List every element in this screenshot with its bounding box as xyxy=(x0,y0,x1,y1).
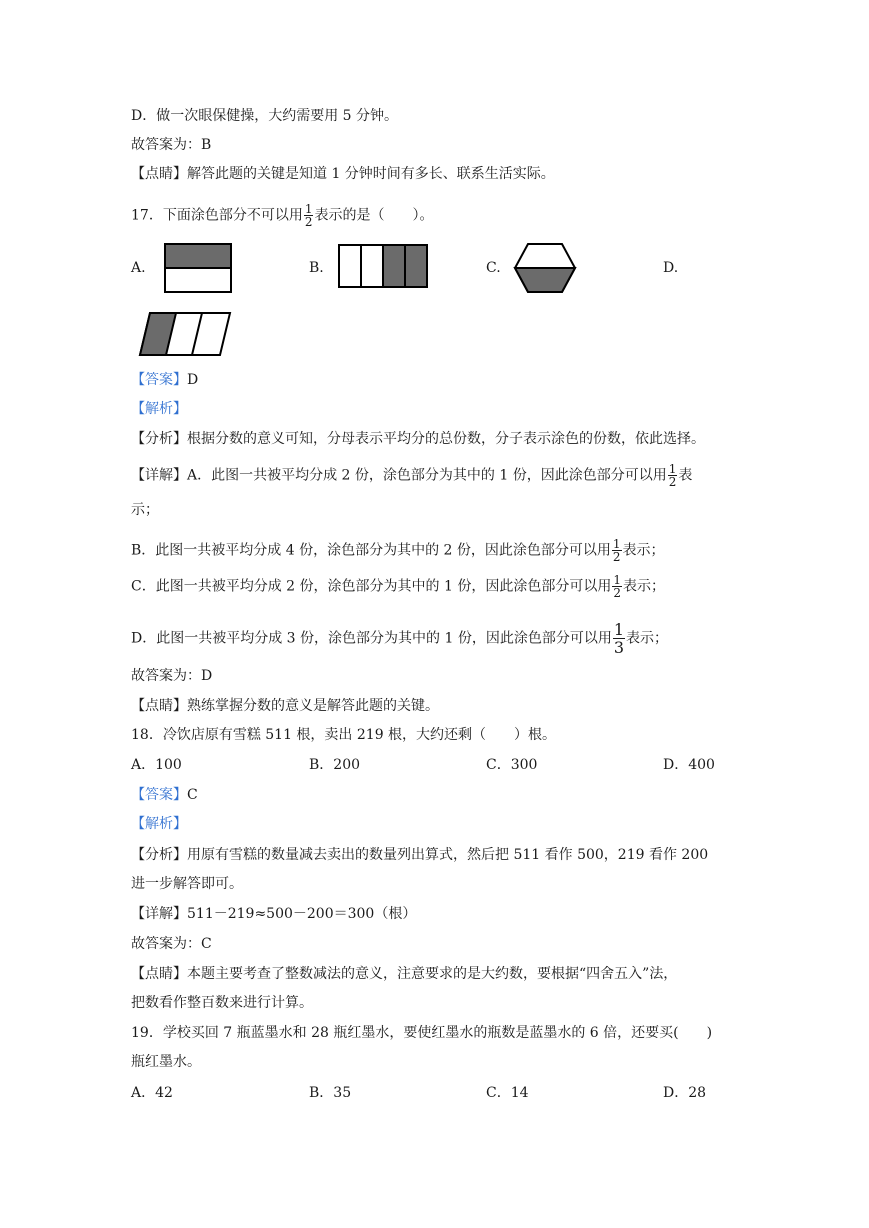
q18-detail: 【详解】511－219≈500－200＝300（根） xyxy=(131,906,417,922)
prev-point-line xyxy=(131,165,555,183)
q18-option-c: C．300 xyxy=(486,757,538,773)
q17-option-c-label: C. xyxy=(486,260,501,276)
answer-label: 【答案】 xyxy=(131,787,187,803)
fraction-one-half: $\frac{1}{2}$ xyxy=(304,202,313,229)
fraction-one-half: $\frac{1}{2}$ xyxy=(668,462,677,489)
q17-option-b-label: B. xyxy=(309,260,324,276)
q17-analysis-label: 【解析】 xyxy=(131,401,187,417)
point-text: 解答此题的关键是知道 1 分钟时间有多长、联系生活实际。 xyxy=(187,166,555,182)
q17-final-answer: 故答案为：D xyxy=(131,668,213,684)
q18-option-a: A．100 xyxy=(131,757,182,773)
q18-analysis-label: 【解析】 xyxy=(131,816,187,832)
q17-stem: 17．下面涂色部分不可以用 $\frac{1}{2}$ 表示的是（ ）。 xyxy=(131,202,434,229)
q18-stem: 18．冷饮店原有雪糕 511 根，卖出 219 根，大约还剩（ ）根。 xyxy=(131,727,557,743)
q19-option-b: B．35 xyxy=(309,1085,352,1101)
point-label: 【点睛】 xyxy=(131,166,187,182)
fraction-one-third: $\frac{1}{3}$ xyxy=(613,620,625,657)
q17-figure-b xyxy=(337,243,429,289)
q17-detail-a-cont: 示； xyxy=(131,502,159,518)
q18-answer: 【答案】C xyxy=(131,787,198,803)
q17-point: 【点睛】熟练掌握分数的意义是解答此题的关键。 xyxy=(131,698,439,714)
q17-answer: 【答案】D xyxy=(131,372,199,388)
prev-option-d: D．做一次眼保健操，大约需要用 5 分钟。 xyxy=(131,108,399,124)
q17-figure-a xyxy=(163,242,233,294)
q17-detail-b: B．此图一共被平均分成 4 份，涂色部分为其中的 2 份，因此涂色部分可以用 $\frac{1}{2}$ 表示； xyxy=(131,537,665,564)
q17-fenxi: 【分析】根据分数的意义可知，分母表示平均分的总份数，分子表示涂色的份数，依此选择。 xyxy=(131,431,705,447)
prev-answer: 故答案为：B xyxy=(131,137,212,153)
q18-fenxi-cont: 进一步解答即可。 xyxy=(131,876,243,892)
q18-option-b: B．200 xyxy=(309,757,361,773)
fraction-one-half: $\frac{1}{2}$ xyxy=(612,537,621,564)
q19-option-d: D．28 xyxy=(663,1085,707,1101)
answer-label: 【答案】 xyxy=(131,372,187,388)
q18-fenxi: 【分析】用原有雪糕的数量减去卖出的数量列出算式，然后把 511 看作 500，219 看作 200 xyxy=(131,847,709,863)
q17-option-a-label: A. xyxy=(131,260,146,276)
q19-stem: 19．学校买回 7 瓶蓝墨水和 28 瓶红墨水，要使红墨水的瓶数是蓝墨水的 6 倍，还要买( ) xyxy=(131,1025,713,1041)
q17-detail-a: 【详解】A．此图一共被平均分成 2 份，涂色部分为其中的 1 份，因此涂色部分可以用 $\frac{1}{2}$ 表 xyxy=(131,462,693,489)
q17-figure-d xyxy=(138,311,232,357)
q17-detail-c: C．此图一共被平均分成 2 份，涂色部分为其中的 1 份，因此涂色部分可以用 $\frac{1}{2}$ 表示； xyxy=(131,573,665,600)
q18-final-answer: 故答案为：C xyxy=(131,936,212,952)
q18-point-cont: 把数看作整百数来进行计算。 xyxy=(131,995,313,1011)
fraction-one-half: $\frac{1}{2}$ xyxy=(613,573,621,600)
q18-point: 【点睛】本题主要考查了整数减法的意义，注意要求的是大约数，要根据“四舍五入”法， xyxy=(131,966,678,982)
q17-option-d-label: D. xyxy=(663,260,679,276)
q17-detail-d: D．此图一共被平均分成 3 份，涂色部分为其中的 1 份，因此涂色部分可以用 $\frac{1}{3}$ 表示； xyxy=(131,620,669,657)
q19-option-a: A．42 xyxy=(131,1085,173,1101)
q19-stem-cont: 瓶红墨水。 xyxy=(131,1054,201,1070)
q17-figure-c xyxy=(513,242,577,294)
q19-option-c: C．14 xyxy=(486,1085,529,1101)
q18-option-d: D．400 xyxy=(663,757,715,773)
